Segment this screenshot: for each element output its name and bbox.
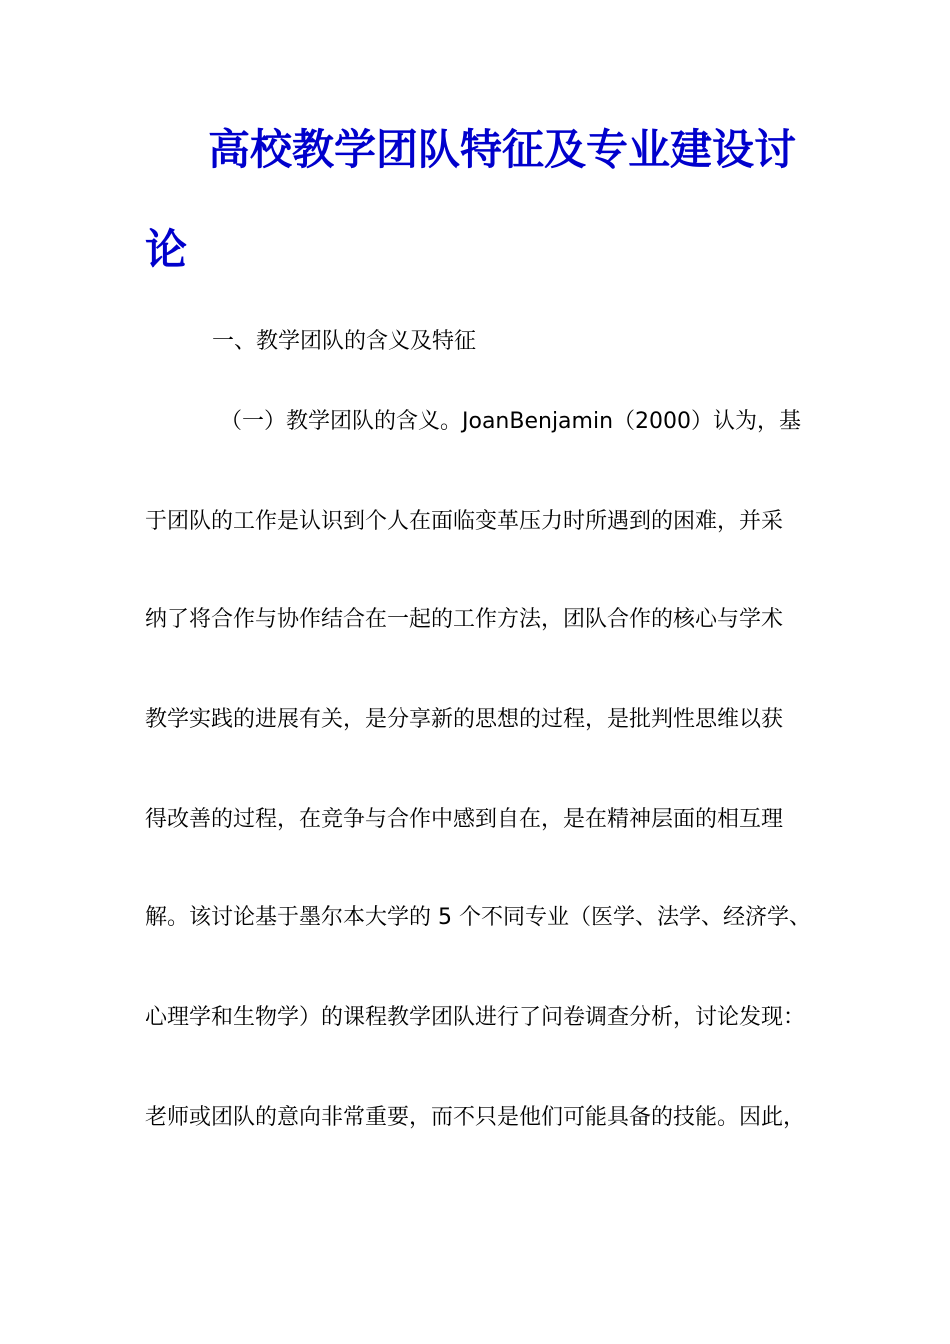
section-heading: 一、教学团队的含义及特征 xyxy=(212,329,477,354)
paragraph-line-8: 老师或团队的意向非常重要，而不只是他们可能具备的技能。因此， xyxy=(145,1105,806,1130)
paragraph-line-5: 得改善的过程，在竞争与合作中感到自在，是在精神层面的相互理 xyxy=(145,807,784,832)
paragraph-line-4: 教学实践的进展有关，是分享新的思想的过程，是批判性思维以获 xyxy=(145,707,784,732)
paragraph-line-2: 于团队的工作是认识到个人在面临变革压力时所遇到的困难，并采 xyxy=(145,509,784,534)
paragraph-line-3: 纳了将合作与协作结合在一起的工作方法，团队合作的核心与学术 xyxy=(145,607,784,632)
paragraph-line-1: （一）教学团队的含义。JoanBenjamin（2000）认为，基 xyxy=(220,409,802,434)
document-title-line-2: 论 xyxy=(145,225,188,274)
paragraph-line-7: 心理学和生物学）的课程教学团队进行了问卷调查分析，讨论发现： xyxy=(145,1005,806,1030)
document-title-line-1: 高校教学团队特征及专业建设讨 xyxy=(208,125,797,174)
paragraph-line-6: 解。该讨论基于墨尔本大学的 5 个不同专业（医学、法学、经济学、 xyxy=(145,905,811,930)
